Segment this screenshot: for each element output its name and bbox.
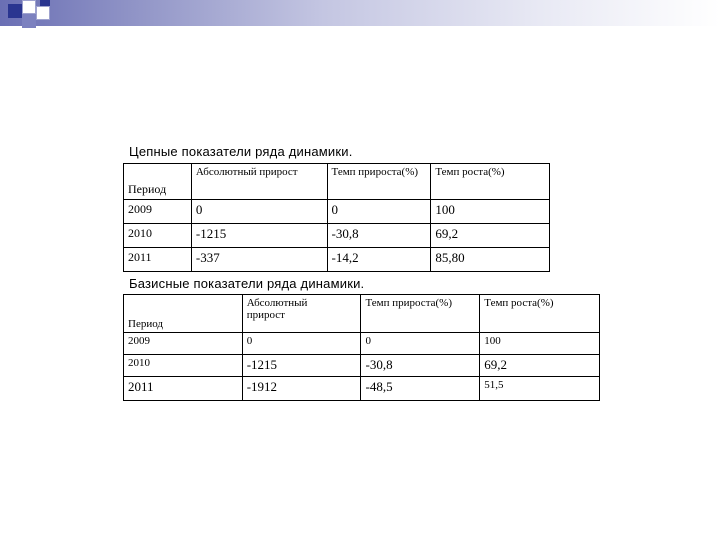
cell-rate: 100 bbox=[431, 200, 550, 224]
header-abs-line1: Абсолютный bbox=[246, 297, 308, 309]
decorative-square-dark bbox=[8, 4, 22, 18]
cell-abs: -1215 bbox=[191, 224, 327, 248]
cell-period: 2010 bbox=[124, 355, 243, 377]
table-row bbox=[124, 333, 600, 355]
cell-period: 2009 bbox=[124, 333, 243, 355]
table-row bbox=[124, 248, 550, 272]
header-period: Период bbox=[124, 164, 192, 200]
cell-rate: 100 bbox=[480, 333, 600, 355]
header-growth-rate: Темп прироста(%) bbox=[327, 164, 431, 200]
chain-table bbox=[123, 163, 550, 272]
header-period: Период bbox=[124, 295, 243, 333]
cell-period: 2011 bbox=[124, 377, 243, 401]
cell-rate: 85,80 bbox=[431, 248, 550, 272]
cell-growth-rate: -30,8 bbox=[361, 355, 480, 377]
cell-growth-rate: -30,8 bbox=[327, 224, 431, 248]
decorative-header-bar bbox=[0, 0, 720, 26]
decorative-square-light bbox=[22, 0, 36, 14]
cell-period: 2009 bbox=[124, 200, 192, 224]
base-heading: Базисные показатели ряда динамики. bbox=[129, 276, 365, 291]
table-header-row bbox=[124, 295, 600, 333]
cell-abs: -337 bbox=[191, 248, 327, 272]
table-row bbox=[124, 224, 550, 248]
cell-growth-rate: 0 bbox=[327, 200, 431, 224]
decorative-square-light bbox=[36, 6, 50, 20]
table-row bbox=[124, 377, 600, 401]
chain-heading: Цепные показатели ряда динамики. bbox=[129, 144, 353, 159]
decorative-square-mid bbox=[22, 14, 36, 28]
table-header-row bbox=[124, 164, 550, 200]
cell-abs: -1912 bbox=[242, 377, 361, 401]
header-rate: Темп роста(%) bbox=[431, 164, 550, 200]
header-abs-line2: прирост bbox=[246, 309, 285, 321]
decorative-square-dark bbox=[40, 0, 50, 6]
cell-abs: 0 bbox=[191, 200, 327, 224]
header-rate: Темп роста(%) bbox=[480, 295, 600, 333]
table-row bbox=[124, 355, 600, 377]
cell-growth-rate: -14,2 bbox=[327, 248, 431, 272]
base-table bbox=[123, 294, 600, 401]
cell-rate: 69,2 bbox=[480, 355, 600, 377]
cell-abs: 0 bbox=[242, 333, 361, 355]
cell-rate: 51,5 bbox=[480, 377, 600, 401]
cell-abs: -1215 bbox=[242, 355, 361, 377]
table-row bbox=[124, 200, 550, 224]
header-growth-rate: Темп прироста(%) bbox=[361, 295, 480, 333]
cell-rate: 69,2 bbox=[431, 224, 550, 248]
cell-growth-rate: 0 bbox=[361, 333, 480, 355]
header-abs bbox=[242, 295, 361, 333]
cell-period: 2011 bbox=[124, 248, 192, 272]
cell-growth-rate: -48,5 bbox=[361, 377, 480, 401]
cell-period: 2010 bbox=[124, 224, 192, 248]
header-abs: Абсолютный прирост bbox=[191, 164, 327, 200]
